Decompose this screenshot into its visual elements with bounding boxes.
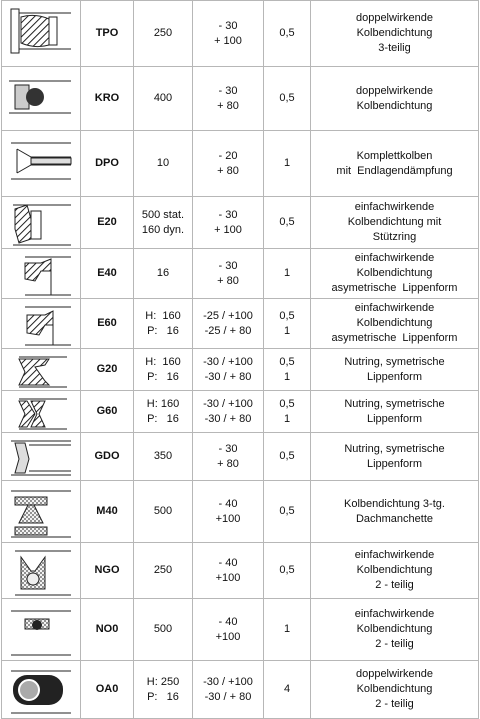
pressure-cell-line: 350 <box>153 450 173 462</box>
seal-profile-cell <box>2 349 81 391</box>
description-cell <box>311 131 479 197</box>
temperature-cell-line: + 100 <box>214 223 242 236</box>
seal-profile-cell <box>2 197 81 249</box>
description-cell-line: einfachwirkende <box>354 302 435 314</box>
temperature-cell <box>193 661 264 719</box>
temperature-cell-line: - 40 <box>218 497 238 510</box>
description-cell <box>311 433 479 481</box>
description-cell-line: Nutring, symetrische <box>344 397 445 410</box>
temperature-cell-line: - 30 <box>218 84 238 97</box>
seal-row <box>2 543 479 599</box>
temperature-cell-line: - 30 <box>218 442 238 455</box>
temperature-cell-line: - 40 <box>218 556 238 569</box>
temperature-cell <box>193 349 264 391</box>
gap-cell-line: 0,5 <box>279 397 295 410</box>
gap-cell-line: 1 <box>283 412 291 425</box>
temperature-cell <box>193 67 264 131</box>
seal-profile-cell <box>2 543 81 599</box>
description-cell <box>311 391 479 433</box>
gap-cell <box>264 131 311 197</box>
temperature-cell-line: -25 / + 80 <box>204 324 252 337</box>
description-cell-line: asymetrische Lippenform <box>331 282 458 294</box>
temperature-cell <box>193 197 264 249</box>
seal-row <box>2 1 479 67</box>
pressure-cell-line: P: 16 <box>147 324 179 337</box>
seal-profile-cell <box>2 661 81 719</box>
gap-cell <box>264 599 311 661</box>
pressure-cell-line: 16 <box>156 267 170 279</box>
seal-profile-cell <box>2 433 81 481</box>
seal-tpo-icon <box>5 3 77 65</box>
seal-profile-cell <box>2 481 81 543</box>
seal-row <box>2 599 479 661</box>
description-cell-line: einfachwirkende <box>354 608 435 620</box>
seal-code: NO0 <box>81 599 134 661</box>
description-cell-line: Kolbendichtung <box>356 267 433 279</box>
temperature-cell-line: + 100 <box>214 34 242 47</box>
gap-cell-line: 1 <box>283 370 291 383</box>
gap-cell <box>264 481 311 543</box>
description-cell-line: einfachwirkende <box>354 252 435 264</box>
seal-code: KRO <box>81 67 134 131</box>
seal-code: TPO <box>81 1 134 67</box>
pressure-cell-line: 160 dyn. <box>141 223 185 236</box>
temperature-cell-line: -30 / + 80 <box>204 690 252 703</box>
temperature-cell-line: -30 / + 80 <box>204 412 252 425</box>
pressure-cell-line: H: 160 <box>146 397 180 410</box>
seal-row <box>2 433 479 481</box>
seal-code: M40 <box>81 481 134 543</box>
gap-cell <box>264 197 311 249</box>
temperature-cell-line: -25 / +100 <box>203 309 253 322</box>
description-cell-line: Kolbendichtung 3-tg. <box>344 497 445 510</box>
description-cell <box>311 67 479 131</box>
description-cell-line: doppelwirkende <box>355 84 434 97</box>
seal-profile-cell <box>2 1 81 67</box>
gap-cell <box>264 349 311 391</box>
seal-e60-icon <box>5 301 77 347</box>
gap-cell-line: 0,5 <box>279 564 295 576</box>
temperature-cell <box>193 299 264 349</box>
seal-row <box>2 67 479 131</box>
seal-oa0-icon <box>5 663 77 717</box>
pressure-cell <box>134 299 193 349</box>
pressure-cell <box>134 349 193 391</box>
description-cell-line: 2 - teilig <box>375 698 414 710</box>
pressure-cell-line: H: 160 <box>145 355 181 368</box>
description-cell-line: 2 - teilig <box>375 579 414 591</box>
pressure-cell-line: 500 <box>153 505 173 517</box>
description-cell-line: asymetrische Lippenform <box>331 332 458 344</box>
description-cell-line: 3-teilig <box>378 42 411 54</box>
temperature-cell-line: -30 / +100 <box>203 675 253 688</box>
pressure-cell-line: 400 <box>153 92 173 104</box>
seal-table-body <box>2 1 479 719</box>
gap-cell-line: 1 <box>283 324 291 337</box>
pressure-cell <box>134 543 193 599</box>
seal-row <box>2 349 479 391</box>
gap-cell <box>264 249 311 299</box>
description-cell-line: Lippenform <box>366 457 423 470</box>
gap-cell <box>264 1 311 67</box>
temperature-cell <box>193 131 264 197</box>
seal-profile-cell <box>2 391 81 433</box>
temperature-cell-line: - 20 <box>218 149 238 162</box>
temperature-cell-line: - 30 <box>218 259 238 272</box>
pressure-cell <box>134 131 193 197</box>
pressure-cell <box>134 481 193 543</box>
temperature-cell-line: -30 / +100 <box>203 355 253 368</box>
pressure-cell-line: H: 160 <box>145 309 181 322</box>
temperature-cell-line: -30 / + 80 <box>204 370 252 383</box>
description-cell <box>311 249 479 299</box>
gap-cell-line: 0,5 <box>279 355 295 368</box>
description-cell-line: Lippenform <box>366 412 423 425</box>
description-cell-line: Kolbendichtung <box>356 623 433 635</box>
seal-table <box>1 0 479 719</box>
gap-cell-line: 0,5 <box>279 27 295 39</box>
temperature-cell-line: +100 <box>215 571 241 584</box>
pressure-cell <box>134 249 193 299</box>
pressure-cell-line: P: 16 <box>147 370 179 383</box>
seal-code: DPO <box>81 131 134 197</box>
temperature-cell-line: + 80 <box>217 457 239 470</box>
gap-cell <box>264 661 311 719</box>
seal-dpo-icon <box>5 133 77 195</box>
seal-g20-icon <box>5 351 77 389</box>
seal-profile-cell <box>2 67 81 131</box>
temperature-cell-line: +100 <box>215 512 241 525</box>
description-cell-line: Nutring, symetrische <box>344 442 445 455</box>
pressure-cell-line: 500 stat. <box>141 208 185 221</box>
seal-row <box>2 249 479 299</box>
description-cell-line: einfachwirkende <box>354 201 435 213</box>
gap-cell <box>264 391 311 433</box>
gap-cell-line: 1 <box>283 623 291 635</box>
seal-e20-icon <box>5 199 77 247</box>
pressure-cell-line: 500 <box>153 623 173 635</box>
pressure-cell <box>134 391 193 433</box>
gap-cell-line: 0,5 <box>279 309 295 322</box>
temperature-cell <box>193 1 264 67</box>
seal-row <box>2 481 479 543</box>
temperature-cell <box>193 599 264 661</box>
description-cell-line: 2 - teilig <box>375 638 414 650</box>
seal-no0-icon <box>5 601 77 659</box>
description-cell-line: Kolbendichtung <box>356 99 433 112</box>
description-cell <box>311 543 479 599</box>
gap-cell-line: 0,5 <box>279 92 295 104</box>
seal-code: GDO <box>81 433 134 481</box>
pressure-cell-line: P: 16 <box>147 412 179 425</box>
gap-cell-line: 1 <box>283 267 291 279</box>
seal-m40-icon <box>5 483 77 541</box>
gap-cell-line: 0,5 <box>279 450 295 462</box>
pressure-cell <box>134 433 193 481</box>
seal-row <box>2 661 479 719</box>
temperature-cell-line: - 30 <box>218 19 238 32</box>
seal-row <box>2 131 479 197</box>
seal-profile-cell <box>2 599 81 661</box>
description-cell-line: Komplettkolben <box>356 149 433 162</box>
pressure-cell-line: 250 <box>153 27 173 39</box>
description-cell-line: Kolbendichtung <box>356 683 433 695</box>
seal-code: OA0 <box>81 661 134 719</box>
description-cell-line: Kolbendichtung mit <box>347 216 442 228</box>
seal-profile-cell <box>2 131 81 197</box>
temperature-cell-line: - 40 <box>218 615 238 628</box>
pressure-cell <box>134 67 193 131</box>
pressure-cell <box>134 1 193 67</box>
description-cell-line: Kolbendichtung <box>356 27 433 39</box>
description-cell-line: einfachwirkende <box>354 549 435 561</box>
description-cell <box>311 299 479 349</box>
pressure-cell-line: 10 <box>156 157 170 169</box>
seal-row <box>2 197 479 249</box>
pressure-cell <box>134 197 193 249</box>
description-cell-line: Kolbendichtung <box>356 564 433 576</box>
temperature-cell <box>193 249 264 299</box>
description-cell <box>311 599 479 661</box>
seal-code: E20 <box>81 197 134 249</box>
gap-cell <box>264 299 311 349</box>
pressure-cell-line: H: 250 <box>146 675 180 688</box>
temperature-cell <box>193 481 264 543</box>
temperature-cell-line: - 30 <box>218 208 238 221</box>
gap-cell-line: 0,5 <box>279 505 295 517</box>
temperature-cell-line: -30 / +100 <box>203 397 253 410</box>
gap-cell <box>264 67 311 131</box>
gap-cell <box>264 543 311 599</box>
description-cell-line: Dachmanchette <box>355 512 434 525</box>
description-cell-line: Kolbendichtung <box>356 317 433 329</box>
gap-cell <box>264 433 311 481</box>
description-cell-line: Stützring <box>372 231 417 243</box>
description-cell-line: Nutring, symetrische <box>344 355 445 368</box>
description-cell <box>311 1 479 67</box>
gap-cell-line: 0,5 <box>279 216 295 228</box>
seal-code: E60 <box>81 299 134 349</box>
seal-code: E40 <box>81 249 134 299</box>
description-cell <box>311 661 479 719</box>
description-cell <box>311 349 479 391</box>
seal-ngo-icon <box>5 545 77 597</box>
temperature-cell-line: + 80 <box>217 164 239 177</box>
seal-e40-icon <box>5 251 77 297</box>
gap-cell-line: 1 <box>283 157 291 169</box>
seal-code: NGO <box>81 543 134 599</box>
description-cell-line: doppelwirkende <box>355 12 434 24</box>
gap-cell-line: 4 <box>283 683 291 695</box>
seal-row <box>2 391 479 433</box>
pressure-cell <box>134 661 193 719</box>
temperature-cell-line: + 80 <box>217 99 239 112</box>
description-cell-line: mit Endlagendämpfung <box>336 164 453 177</box>
seal-gdo-icon <box>5 435 77 479</box>
temperature-cell-line: + 80 <box>217 274 239 287</box>
temperature-cell <box>193 391 264 433</box>
description-cell-line: doppelwirkende <box>355 668 434 680</box>
seal-row <box>2 299 479 349</box>
seal-kro-icon <box>5 69 77 129</box>
seal-profile-cell <box>2 249 81 299</box>
description-cell <box>311 481 479 543</box>
pressure-cell <box>134 599 193 661</box>
seal-code: G60 <box>81 391 134 433</box>
temperature-cell <box>193 433 264 481</box>
seal-g60-icon <box>5 393 77 431</box>
seal-code: G20 <box>81 349 134 391</box>
description-cell-line: Lippenform <box>366 370 423 383</box>
temperature-cell <box>193 543 264 599</box>
pressure-cell-line: P: 16 <box>147 690 179 703</box>
temperature-cell-line: +100 <box>215 630 241 643</box>
description-cell <box>311 197 479 249</box>
pressure-cell-line: 250 <box>153 564 173 576</box>
seal-profile-cell <box>2 299 81 349</box>
